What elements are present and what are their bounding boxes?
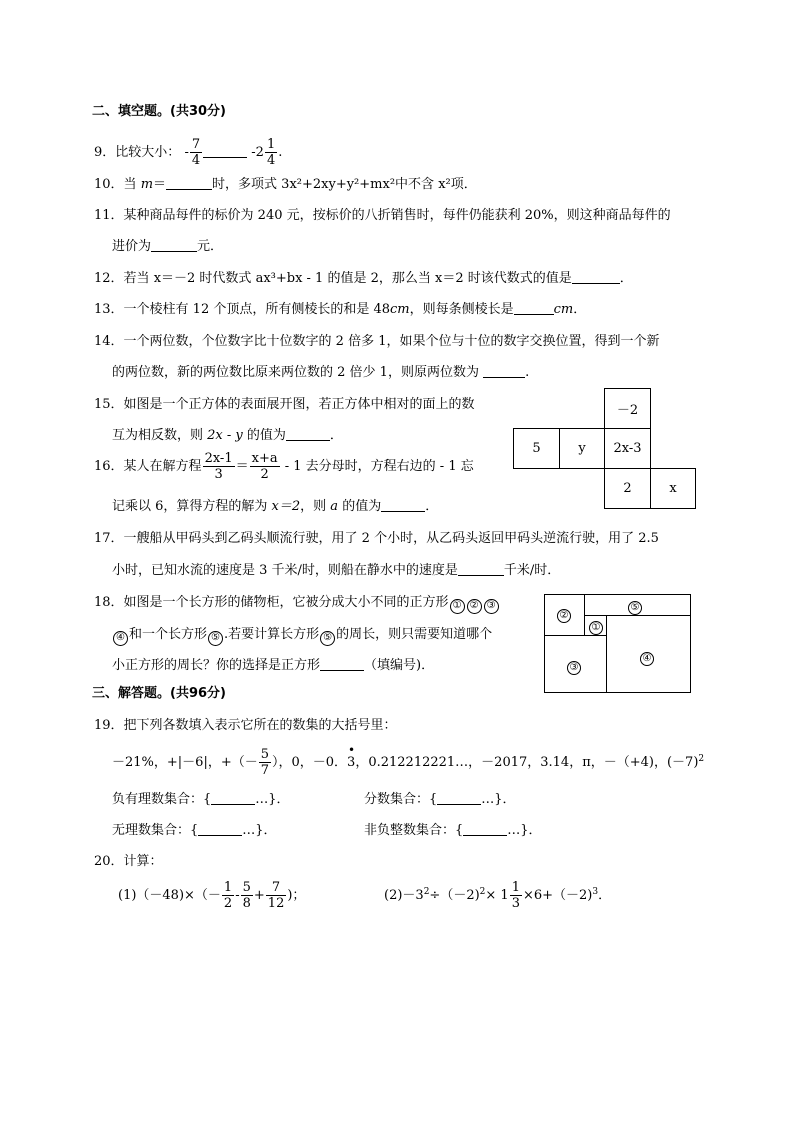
q19-f-den: 7	[260, 763, 269, 778]
q10-answer-blank[interactable]	[166, 177, 212, 190]
q16-end: ．	[425, 499, 439, 514]
question-19	[94, 718, 397, 734]
q9-number: 9．	[94, 145, 116, 160]
q9-period: .	[278, 145, 283, 160]
q18-circle-1: ①	[450, 599, 465, 614]
question-15-line2	[112, 428, 343, 444]
q12-t3: 的值是 2，那么当	[323, 271, 436, 286]
q16-fraction-2	[250, 451, 280, 482]
q18-line3b: （填编号)．	[364, 658, 435, 673]
q9-fraction-1	[190, 137, 202, 168]
q16-answer-blank[interactable]	[381, 499, 425, 512]
q13-t2: ，则每条侧棱长是	[409, 302, 514, 317]
q20-p1-f1d: 2	[223, 896, 233, 911]
q20-part-1	[118, 880, 305, 912]
q19-nums-c: ，0.212212221…，－2017，3.14，π，－（+4)，(－7)	[355, 755, 699, 770]
q10-polynomial: 3x²+2xy+y²+mx²	[281, 177, 396, 192]
q20-p1-minus: -	[235, 888, 240, 903]
q19-set-irrational	[112, 823, 277, 839]
q18-number: 18．	[94, 595, 124, 610]
q20-p1-f1n: 1	[223, 880, 233, 895]
q18-circle-4: ④	[113, 631, 128, 646]
q16-eq: ＝	[235, 459, 249, 474]
cube-face-left: 5	[513, 428, 560, 469]
q19-set1-label: 负有理数集合：{	[112, 792, 212, 807]
q18-answer-blank[interactable]	[320, 658, 364, 671]
q16-solution: x＝2	[271, 499, 301, 514]
q20-p2a: (2)－3	[384, 888, 424, 903]
q14-answer-blank[interactable]	[483, 365, 525, 378]
q10-t1: 当	[123, 177, 141, 192]
q19-square: 2	[698, 754, 705, 764]
q12-end: ．	[619, 271, 633, 286]
q12-answer-blank[interactable]	[572, 271, 620, 284]
q18-line2b: .若要计算长方形	[224, 627, 320, 642]
cabinet-label-2: ②	[557, 609, 571, 623]
q16-line2a: 记乘以 6，算得方程的解为	[112, 499, 272, 514]
cube-face-mid: y	[559, 428, 605, 469]
q20-p2-fd: 3	[511, 896, 520, 911]
q16-fraction-1	[203, 451, 235, 482]
q16-f1-den: 3	[214, 467, 223, 482]
q16-t1: 某人在解方程	[123, 459, 202, 474]
q20-p1-frac2	[241, 880, 253, 911]
question-9	[94, 137, 282, 169]
q20-p1a: (1)（－48)×（－	[118, 888, 221, 903]
q14-number: 14．	[94, 334, 124, 349]
q20-number: 20．	[94, 854, 124, 869]
q18-line2c: 的周长，则只需要知道哪个	[336, 627, 493, 642]
q9-neg2: -2	[251, 145, 264, 160]
q16-line2b: ，则	[300, 499, 331, 514]
q9-text: 比较大小：	[115, 145, 181, 160]
q19-set3-blank[interactable]	[198, 823, 242, 836]
q11-answer-blank[interactable]	[151, 239, 197, 252]
q15-answer-blank[interactable]	[286, 428, 330, 441]
q20-p2-fn: 1	[511, 880, 520, 895]
q14-line2: 的两位数，新的两位数比原来两位数的 2 倍少 1，则原两位数为	[112, 365, 484, 380]
q12-t2: 时代数式	[195, 271, 256, 286]
q13-end: ．	[573, 302, 587, 317]
q19-set-fraction	[364, 792, 516, 808]
q18-circle-5a: ⑤	[208, 631, 223, 646]
q20-p2e: ．	[598, 888, 612, 903]
q20-p2c: × 1	[485, 888, 509, 903]
q10-var-m: m	[140, 177, 154, 192]
cube-face-bottom: 2	[604, 468, 651, 509]
q16-f1-num: 2x-1	[204, 451, 233, 466]
q19-number-list	[112, 747, 704, 779]
q20-p2-frac	[510, 880, 522, 911]
question-15-line1	[94, 397, 475, 413]
q20-p1-frac1	[222, 880, 234, 911]
q19-fraction	[259, 747, 271, 778]
q20-p1-f2n: 5	[242, 880, 251, 895]
q13-answer-blank[interactable]	[514, 302, 554, 315]
question-18-line1	[94, 595, 500, 614]
q14-end: .	[525, 365, 530, 380]
cabinet-label-1: ①	[589, 621, 603, 635]
q19-set-nonneg-integer	[364, 823, 542, 839]
q9-f1-num: 7	[191, 137, 201, 152]
q19-number: 19．	[94, 718, 124, 733]
q20-p2b: ÷（－2)	[429, 888, 480, 903]
q13-number: 13．	[94, 302, 124, 317]
q13-unit: cm	[390, 302, 410, 317]
question-11-line1	[94, 208, 671, 224]
q15-end: ．	[329, 428, 343, 443]
q18-line1: 如图是一个长方形的储物柜，它被分成大小不同的正方形	[123, 595, 449, 610]
q17-line2b: 千米/时．	[503, 563, 561, 578]
q9-f1-den: 4	[191, 153, 201, 168]
question-11-line2	[112, 239, 223, 255]
cabinet-label-4: ④	[640, 652, 654, 666]
q11-number: 11．	[94, 208, 124, 223]
q9-f2-den: 4	[266, 153, 276, 168]
q19-set1-end: …}．	[255, 792, 290, 807]
q9-fraction-2	[265, 137, 277, 168]
q10-t3: 中不含	[395, 177, 439, 192]
q17-line2a: 小时，已知水流的速度是 3 千米/时，则船在静水中的速度是	[112, 563, 458, 578]
question-16-line1	[94, 451, 474, 483]
q20-p2-exp1: 2	[423, 887, 430, 897]
q15-line1: 如图是一个正方体的表面展开图，若正方体中相对的面上的数	[123, 397, 475, 412]
q12-expr: ax³+bx - 1	[255, 271, 324, 286]
q20-p1-f3n: 7	[266, 880, 287, 896]
q12-number: 12．	[94, 271, 124, 286]
q16-f2-den: 2	[260, 467, 269, 482]
q18-circle-5b: ⑤	[320, 631, 335, 646]
q10-number: 10．	[94, 177, 124, 192]
q20-p2d: ×6+（－2)	[522, 888, 593, 903]
q17-answer-blank[interactable]	[458, 563, 504, 576]
q18-line3a: 小正方形的周长？你的选择是正方形	[112, 658, 321, 673]
q20-p2-exp2: 2	[479, 887, 486, 897]
cabinet-label-5: ⑤	[628, 601, 642, 615]
q15-line2a: 互为相反数，则	[112, 428, 208, 443]
cube-face-right: x	[650, 468, 696, 509]
q19-set3-end: …}．	[242, 823, 277, 838]
q9-f2-num: 1	[266, 137, 276, 152]
q19-set2-end: …}．	[481, 792, 516, 807]
q10-eq: ＝	[153, 177, 167, 192]
question-13	[94, 302, 586, 318]
question-14-line2	[112, 365, 529, 381]
cube-face-top: －2	[604, 388, 651, 429]
q20-p1-frac3	[266, 880, 287, 911]
q12-t1: 若当	[123, 271, 154, 286]
q17-line1: 一艘船从甲码头到乙码头顺流行驶，用了 2 个小时，从乙码头返回甲码头逆流行驶，用了 2.5	[123, 531, 659, 546]
q20-p1-f3d: 12	[267, 896, 285, 911]
q19-set1-blank[interactable]	[211, 792, 255, 805]
question-16-line2	[112, 499, 438, 515]
q16-var-a: a	[330, 499, 339, 514]
question-20	[94, 854, 163, 870]
q11-line2a: 进价为	[112, 239, 152, 254]
q19-nums-a: －21%，+|－6|，+（－	[112, 755, 258, 770]
q16-t2: - 1 去分母时，方程右边的 - 1 忘	[280, 459, 474, 474]
cube-face-center: 2x-3	[604, 428, 651, 469]
question-18-line2	[112, 627, 492, 646]
q18-circle-2: ②	[467, 599, 482, 614]
q20-p2-exp3: 3	[592, 887, 599, 897]
q16-line2c: 的值为	[338, 499, 382, 514]
q11-line1: 某种商品每件的标价为 240 元，按标价的八折销售时，每件仍能获利 20%，则这种商品每件的	[123, 208, 671, 223]
question-12	[94, 271, 633, 287]
q16-number: 16．	[94, 459, 124, 474]
section-title-solve: 三、解答题。(共96分)	[92, 686, 226, 701]
q10-x2: x²	[438, 177, 451, 192]
q18-line2a: 和一个长方形	[129, 627, 208, 642]
q20-p1-f2d: 8	[242, 896, 251, 911]
q19-set4-end: …}．	[507, 823, 542, 838]
q9-answer-blank[interactable]	[203, 145, 247, 158]
q12-cond2: x＝2	[435, 271, 464, 286]
question-18-line3	[112, 658, 434, 674]
question-17-line2	[112, 563, 560, 579]
q10-t4: 项．	[450, 177, 477, 192]
cabinet-label-3: ③	[567, 661, 581, 675]
q18-circle-3: ③	[484, 599, 499, 614]
q20-p1-plus: +	[253, 888, 265, 903]
q9-minus: -	[184, 145, 189, 160]
q19-repeating-digit: • 3	[347, 747, 355, 779]
question-17-line1	[94, 531, 659, 547]
q10-t2: 时，多项式	[212, 177, 282, 192]
q14-line1: 一个两位数，个位数字比十位数字的 2 倍多 1，如果个位与十位的数字交换位置，得到一个新	[123, 334, 660, 349]
q20-p1b: )；	[287, 888, 306, 903]
q19-set-negative-rational	[112, 792, 290, 808]
q16-f2-num: x+a	[251, 451, 278, 466]
q15-line2b: 的值为	[242, 428, 286, 443]
q20-text: 计算：	[123, 854, 163, 869]
q20-part-2	[384, 880, 611, 912]
q13-t1: 一个棱柱有 12 个顶点，所有侧棱长的和是 48	[123, 302, 391, 317]
q19-set4-label: 非负整数集合：{	[364, 823, 464, 838]
question-10	[94, 177, 477, 193]
q12-cond: x＝－2	[153, 271, 196, 286]
section-title-fill-in: 二、填空题。(共30分)	[92, 104, 226, 119]
q19-set4-blank[interactable]	[463, 823, 507, 836]
q15-number: 15．	[94, 397, 124, 412]
q19-text: 把下列各数填入表示它所在的数集的大括号里：	[123, 718, 397, 733]
q15-expr: 2x - y	[207, 428, 243, 443]
q19-f-num: 5	[260, 747, 269, 762]
q17-number: 17．	[94, 531, 124, 546]
q19-set2-label: 分数集合：{	[364, 792, 438, 807]
q12-t4: 时该代数式的值是	[463, 271, 572, 286]
q19-nums-b: ），0，－0．	[272, 755, 348, 770]
q19-set3-label: 无理数集合：{	[112, 823, 199, 838]
q11-line2b: 元．	[197, 239, 224, 254]
q13-unit-2: cm	[553, 302, 574, 317]
q19-set2-blank[interactable]	[437, 792, 481, 805]
question-14-line1	[94, 334, 660, 350]
